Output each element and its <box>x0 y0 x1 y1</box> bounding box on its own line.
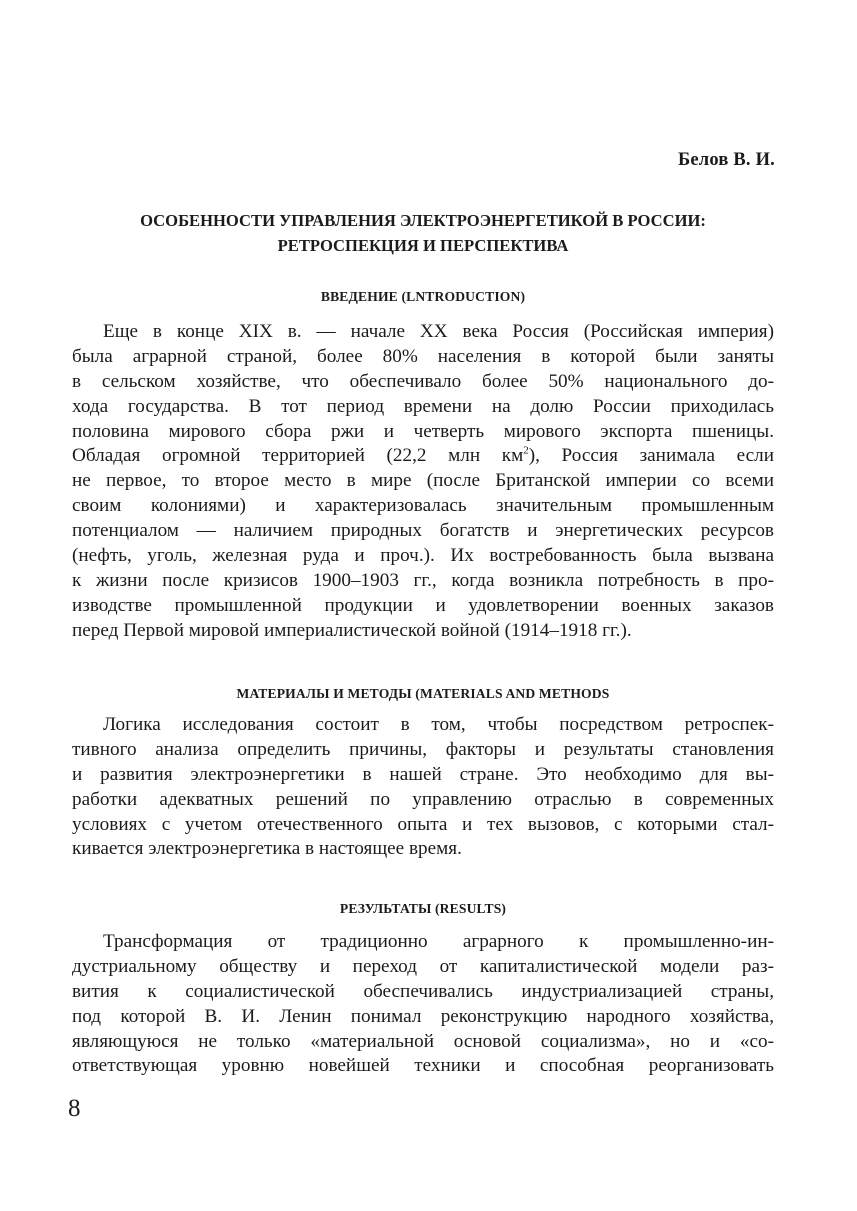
section-heading-results: РЕЗУЛЬТАТЫ (RESULTS) <box>339 901 507 916</box>
text-line: и развития электроэнергетики в нашей стране. Это необходимо для вы- <box>72 763 774 785</box>
section-heading-introduction: ВВЕДЕНИЕ (LNTRODUCTION) <box>320 289 526 304</box>
superscript: 2 <box>523 445 529 458</box>
text-fragment: ), Россия занимала если <box>528 445 774 467</box>
text-line: работки адекватных решений по управлению отраслью в современных <box>72 788 774 810</box>
text-line: под которой В. И. Ленин понимал реконструкцию народного хозяйства, <box>72 1005 774 1027</box>
page-number: 8 <box>68 1095 81 1122</box>
text-line: половина мирового сбора ржи и четверть мирового экспорта пшеницы. <box>72 420 774 442</box>
paragraph-methods <box>72 713 774 862</box>
text-line: хода государства. В тот период времени на долю России приходилась <box>72 395 774 417</box>
text-line: не первое, то второе место в мире (после Британской империи со всеми <box>72 470 774 492</box>
paragraph-results <box>72 930 774 1079</box>
article-title-line: РЕТРОСПЕКЦИЯ И ПЕРСПЕКТИВА <box>277 236 569 255</box>
text-line: Трансформация от традиционно аграрного к промышленно-ин- <box>103 931 774 952</box>
text-line <box>72 444 774 469</box>
text-line: (нефть, уголь, железная руда и проч.). Их востребованность была вызвана <box>72 545 774 567</box>
article-title <box>70 208 776 258</box>
text-line: в сельском хозяйстве, что обеспечивало более 50% национального до- <box>72 370 774 392</box>
text-line: изводстве промышленной продукции и удовлетворении военных заказов <box>72 594 774 616</box>
text-line: своим колониями) и характеризовалась значительным промышленным <box>72 495 774 517</box>
text-line: потенциалом — наличием природных богатств и энергетических ресурсов <box>72 520 774 542</box>
text-line: условиях с учетом отечественного опыта и тех вызовов, с которыми стал- <box>72 813 774 835</box>
text-line: Логика исследования состоит в том, чтобы посредством ретроспек- <box>103 714 774 735</box>
text-line: вития к социалистической обеспечивались индустриализацией страны, <box>72 980 774 1002</box>
text-line: перед Первой мировой империалистической войной (1914–1918 гг.). <box>72 619 632 641</box>
text-line: кивается электроэнергетика в настоящее время. <box>72 838 462 860</box>
section-heading-methods: МАТЕРИАЛЫ И МЕТОДЫ (MATERIALS AND METHODS <box>236 686 610 701</box>
text-line: была аграрной страной, более 80% населения в которой были заняты <box>72 345 774 367</box>
text-line: Еще в конце XIX в. — начале XX века Россия (Российская империя) <box>103 321 774 342</box>
text-line: к жизни после кризисов 1900–1903 гг., когда возникла потребность в про- <box>72 569 774 591</box>
text-line: тивного анализа определить причины, факторы и результаты становления <box>72 738 774 760</box>
author-name: Белов В. И. <box>677 150 775 170</box>
text-fragment: Обладая огромной территорией (22,2 млн км <box>72 445 524 467</box>
paragraph-introduction <box>72 320 774 644</box>
text-line: ответствующая уровню новейшей техники и способная реорганизовать <box>72 1055 774 1077</box>
text-line: дустриальному обществу и переход от капиталистической модели раз- <box>72 955 774 977</box>
text-line: являющуюся не только «материальной основой социализма», но и «со- <box>72 1030 774 1052</box>
article-title-line: ОСОБЕННОСТИ УПРАВЛЕНИЯ ЭЛЕКТРОЭНЕРГЕТИКОЙ В РОССИИ: <box>140 211 706 230</box>
